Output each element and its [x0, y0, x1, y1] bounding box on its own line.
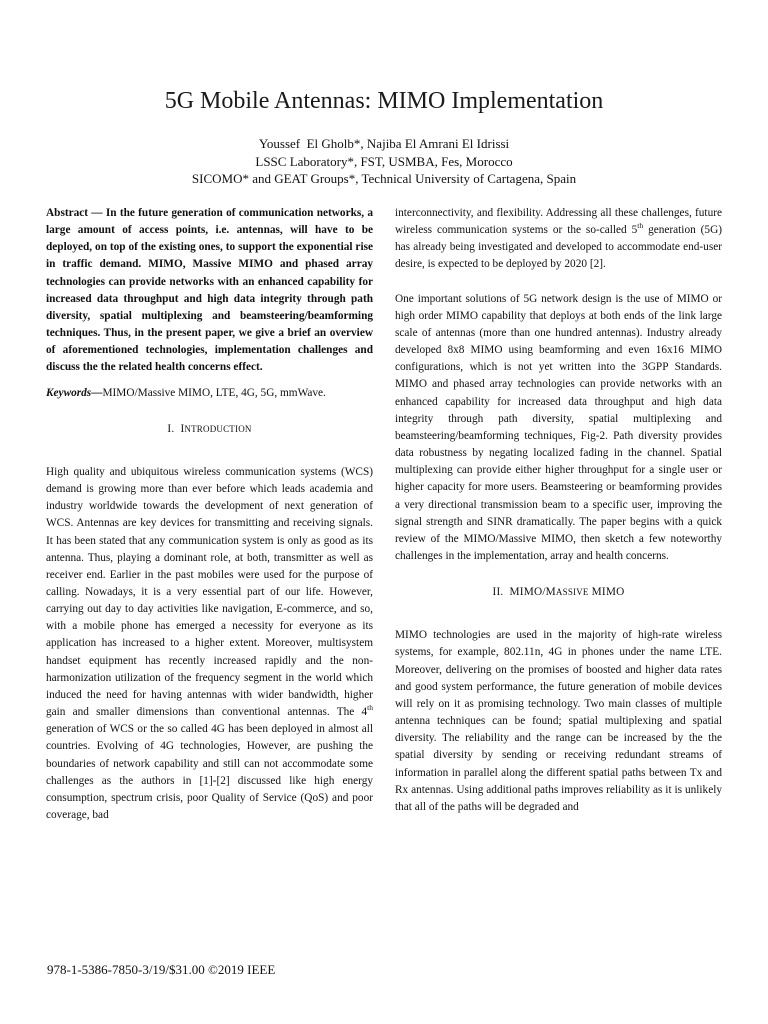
keywords-label: Keywords—: [46, 386, 103, 399]
abstract: [46, 205, 373, 377]
right-column: [395, 205, 722, 816]
author-affiliation-2: SICOMO* and GEAT Groups*, Technical University of Cartagena, Spain: [191, 171, 577, 186]
abstract-text: In the future generation of communication networks, a large amount of access points, i.e. antennas, will have to be deployed, on top of the existing ones, to support the exponential rise in traffic demand. MIMO, Massive MIMO and phased array technologies can provide networks with an enhanced capability for increased data throughput and high data integrity through path diversity, spatial multiplexing and beamsteering/beamforming techniques. Thus, in the present paper, we give a brief an overview of aforementioned technologies, implementation challenges and discuss the the related health concerns effect.: [46, 207, 374, 374]
keywords: [46, 385, 373, 402]
introduction-paragraph: [46, 464, 373, 824]
section-title-prefix: MIMO/M: [509, 586, 556, 599]
section-number: I.: [167, 422, 175, 435]
copyright-footer: 978-1-5386-7850-3/19/$31.00 ©2019 IEEE: [47, 962, 276, 977]
section-first-letter: I: [180, 422, 185, 435]
section-title-suffix: MIMO: [588, 586, 625, 599]
section-heading-mimo: [395, 584, 722, 601]
section-heading-introduction: [46, 421, 373, 438]
keywords-text: MIMO/Massive MIMO, LTE, 4G, 5G, mmWave.: [102, 386, 326, 399]
mimo-paragraph: MIMO technologies are used in the majority of high-rate wireless systems, for example, 802.11n, 4G in phones under the name LTE. Moreover, delivering on the promises of boosted and higher data rates and good system performance, the future generation of mobile devices will rely on it as promising technology. Two main classes of multiple antenna techniques can be found; spatial multiplexing and spatial diversity. The reliability and the range can be increased by the the spatial diversity by sending or receiving redundant streams of information in parallel along the different spatial paths between Tx and Rx antennas. Using additional paths improves reliability as it is unlikely that all of the paths will be degraded and: [395, 629, 722, 813]
abstract-label: Abstract —: [46, 207, 106, 219]
author-affiliation-1: LSSC Laboratory*, FST, USMBA, Fes, Morocco: [255, 153, 513, 169]
paper-title: 5G Mobile Antennas: MIMO Implementation: [164, 88, 604, 114]
introduction-continuation: [395, 205, 722, 274]
intro-text-part1: High quality and ubiquitous wireless communication systems (WCS) demand is growing more than ever before which leads academia and industry worldwide towards the development of next generation of WCS. Antennas are key devices for transmitting and receiving signals. It has been stated that any communication system is only as good as its antenna. Thus, playing a dominant role, at both, transmitter as well as receiver end. Earlier in the past mobiles were used for the purpose of calling. Nowadays, it is a very essential part of our life. However, carrying out day to day activities like navigation, E-commerce, and so, with a mobile phone has emerged a necessity for everyone as its application has increased to a higher extent. Moreover, multisystem handset equipment has recently increased rapidly and the non-harmonization utilization of the frequency segment in the world which induced the need for having antennas with wider bandwidth, higher gain and smaller dimensions than conventional antennas. The 4: [46, 465, 373, 719]
introduction-paragraph-2: One important solutions of 5G network design is the use of MIMO or high order MIMO capability that deploys at both ends of the link large scale of antennas (more than one hundred antennas). Industry already developed 8x8 MIMO using beamforming and even 16x16 MIMO configurations, which is not yet written into the 3GPP Standards. MIMO and phased array technologies can provide networks with an enhanced capability for increased data throughput and high data integrity through path diversity, spatial multiplexing and beamsteering/beamforming techniques, Fig-2. Path diversity provides data robustness by negating localized fading in the channel. Spatial multiplexing can provide either higher throughput for a single user or higher capacity for more users. Beamsteering or beamforming provides a very directional transmission beam to a specific user, improving the signal strength and SINR dramatically. The paper begins with a quick review of the MIMO/Massive MIMO, then sketch a few noteworthy challenges in the implementation, array and health concerns.: [395, 292, 722, 562]
section-title-rest: ASSIVE: [555, 587, 589, 598]
author-block: [0, 135, 768, 188]
section-title-rest: NTRODUCTION: [184, 423, 252, 434]
superscript-th: th: [637, 221, 644, 231]
superscript-th: th: [367, 703, 373, 713]
continuation-text-part1: interconnectivity, and flexibility. Addressing all these challenges, future wireless communication systems or the so-called 5: [395, 207, 722, 237]
continuation-text-part2: generation (5G) has already being investigated and developed to accommodate end-user desire, is expected to be deployed by 2020 [2].: [395, 224, 723, 271]
left-column: [46, 205, 373, 824]
section-number: II.: [492, 586, 504, 599]
intro-text-part2: generation of WCS or the so called 4G has been deployed in almost all countries. Evolving of 4G technologies, However, are pushing the boundaries of network capability and still can not accommodate some challenges as the authors in [1]-[2] discussed like high energy consumption, spectrum crisis, poor Quality of Service (QoS) and poor coverage, bad: [46, 723, 373, 821]
author-names: Youssef El Gholb*, Najiba El Amrani El Idrissi: [258, 136, 510, 151]
